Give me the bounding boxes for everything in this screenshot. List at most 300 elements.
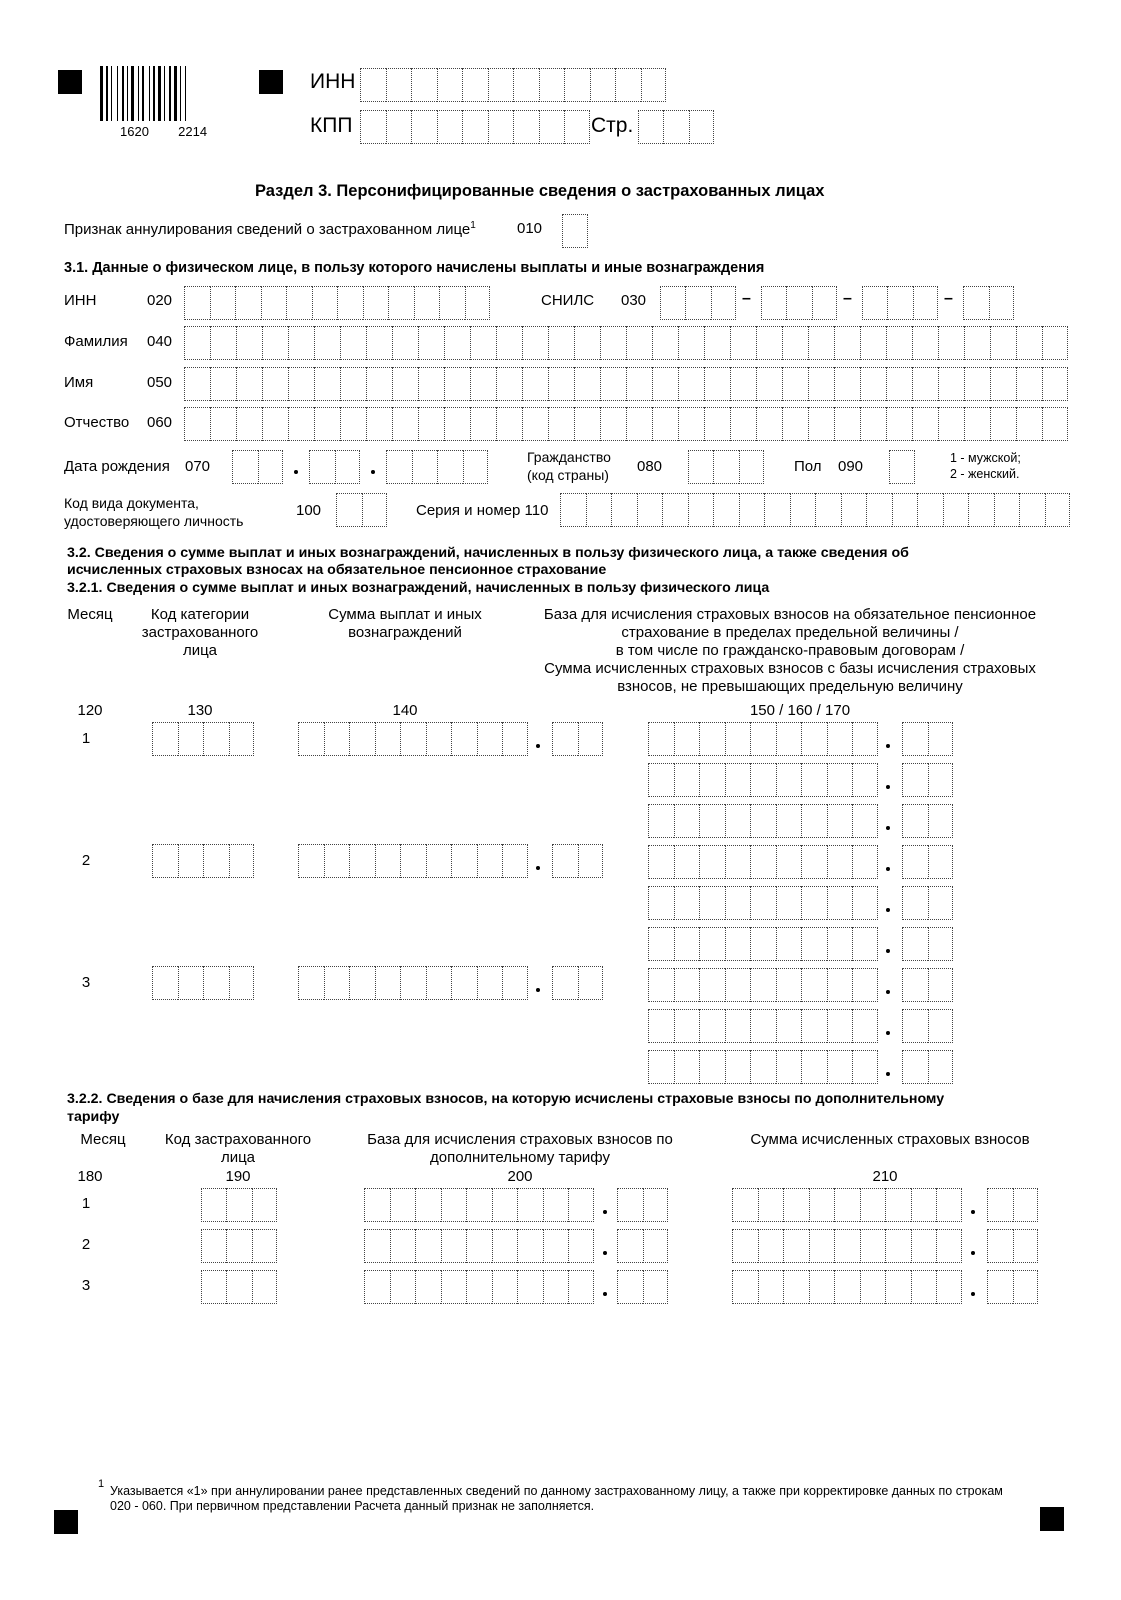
- input-cell[interactable]: [756, 367, 782, 401]
- input-cell[interactable]: [366, 326, 392, 360]
- input-cell[interactable]: [699, 886, 725, 920]
- input-cell[interactable]: [426, 844, 452, 878]
- input-cell[interactable]: [732, 1188, 758, 1222]
- input-cell[interactable]: [1016, 367, 1042, 401]
- input-cell[interactable]: [652, 407, 678, 441]
- input-cell[interactable]: [648, 1009, 674, 1043]
- input-cell[interactable]: [470, 407, 496, 441]
- input-cell[interactable]: [852, 886, 878, 920]
- input-cell[interactable]: [782, 407, 808, 441]
- s31-snils-field-1[interactable]: [660, 286, 736, 320]
- input-cell[interactable]: [662, 493, 688, 527]
- s321-m1-sum[interactable]: [298, 722, 528, 756]
- input-cell[interactable]: [232, 450, 258, 484]
- input-cell[interactable]: [902, 968, 928, 1002]
- input-cell[interactable]: [1013, 1188, 1039, 1222]
- input-cell[interactable]: [730, 367, 756, 401]
- input-cell[interactable]: [324, 722, 350, 756]
- s321-base-field-dec[interactable]: [902, 845, 953, 879]
- input-cell[interactable]: [808, 367, 834, 401]
- input-cell[interactable]: [643, 1188, 669, 1222]
- input-cell[interactable]: [178, 722, 204, 756]
- s31-dob-year[interactable]: [386, 450, 488, 484]
- s322-sum-field[interactable]: [732, 1188, 962, 1222]
- input-cell[interactable]: [852, 804, 878, 838]
- input-cell[interactable]: [337, 286, 363, 320]
- input-cell[interactable]: [411, 68, 437, 102]
- input-cell[interactable]: [990, 367, 1016, 401]
- s321-m2-sum[interactable]: [298, 844, 528, 878]
- input-cell[interactable]: [411, 110, 437, 144]
- s322-code-field[interactable]: [201, 1229, 277, 1263]
- s322-base-field[interactable]: [364, 1229, 594, 1263]
- input-cell[interactable]: [258, 450, 284, 484]
- input-cell[interactable]: [912, 367, 938, 401]
- input-cell[interactable]: [390, 1229, 416, 1263]
- input-cell[interactable]: [617, 1229, 643, 1263]
- input-cell[interactable]: [522, 326, 548, 360]
- input-cell[interactable]: [626, 407, 652, 441]
- input-cell[interactable]: [704, 407, 730, 441]
- input-cell[interactable]: [674, 886, 700, 920]
- input-cell[interactable]: [685, 286, 710, 320]
- input-cell[interactable]: [364, 1270, 390, 1304]
- input-cell[interactable]: [648, 763, 674, 797]
- input-cell[interactable]: [641, 68, 667, 102]
- s321-base-field[interactable]: [648, 1009, 878, 1043]
- input-cell[interactable]: [663, 110, 688, 144]
- input-cell[interactable]: [782, 326, 808, 360]
- input-cell[interactable]: [834, 367, 860, 401]
- input-cell[interactable]: [465, 286, 491, 320]
- input-cell[interactable]: [439, 286, 465, 320]
- input-cell[interactable]: [336, 493, 362, 527]
- input-cell[interactable]: [750, 886, 776, 920]
- input-cell[interactable]: [648, 886, 674, 920]
- input-cell[interactable]: [801, 1050, 827, 1084]
- input-cell[interactable]: [477, 844, 503, 878]
- input-cell[interactable]: [441, 1188, 467, 1222]
- input-cell[interactable]: [229, 722, 255, 756]
- input-cell[interactable]: [314, 367, 340, 401]
- input-cell[interactable]: [648, 1050, 674, 1084]
- s321-base-field[interactable]: [648, 845, 878, 879]
- input-cell[interactable]: [994, 493, 1020, 527]
- input-cell[interactable]: [713, 493, 739, 527]
- input-cell[interactable]: [725, 763, 751, 797]
- input-cell[interactable]: [764, 493, 790, 527]
- input-cell[interactable]: [152, 722, 178, 756]
- input-cell[interactable]: [298, 966, 324, 1000]
- input-cell[interactable]: [513, 110, 539, 144]
- input-cell[interactable]: [1045, 493, 1071, 527]
- input-cell[interactable]: [928, 968, 954, 1002]
- input-cell[interactable]: [750, 1009, 776, 1043]
- input-cell[interactable]: [887, 286, 912, 320]
- input-cell[interactable]: [783, 1229, 809, 1263]
- input-cell[interactable]: [648, 722, 674, 756]
- input-cell[interactable]: [470, 367, 496, 401]
- input-cell[interactable]: [184, 367, 210, 401]
- input-cell[interactable]: [349, 844, 375, 878]
- input-cell[interactable]: [543, 1229, 569, 1263]
- input-cell[interactable]: [360, 68, 386, 102]
- s321-base-field[interactable]: [648, 1050, 878, 1084]
- input-cell[interactable]: [184, 326, 210, 360]
- input-cell[interactable]: [852, 1050, 878, 1084]
- input-cell[interactable]: [286, 286, 312, 320]
- input-cell[interactable]: [340, 326, 366, 360]
- input-cell[interactable]: [1013, 1270, 1039, 1304]
- input-cell[interactable]: [578, 844, 604, 878]
- input-cell[interactable]: [827, 722, 853, 756]
- input-cell[interactable]: [184, 407, 210, 441]
- input-cell[interactable]: [502, 722, 528, 756]
- input-cell[interactable]: [808, 326, 834, 360]
- input-cell[interactable]: [564, 110, 590, 144]
- input-cell[interactable]: [928, 1050, 954, 1084]
- input-cell[interactable]: [444, 407, 470, 441]
- s321-m3-cat[interactable]: [152, 966, 254, 1000]
- input-cell[interactable]: [590, 68, 616, 102]
- input-cell[interactable]: [786, 286, 811, 320]
- input-cell[interactable]: [699, 763, 725, 797]
- input-cell[interactable]: [262, 326, 288, 360]
- input-cell[interactable]: [968, 493, 994, 527]
- input-cell[interactable]: [643, 1229, 669, 1263]
- s322-sum-field-dec[interactable]: [987, 1188, 1038, 1222]
- input-cell[interactable]: [652, 326, 678, 360]
- input-cell[interactable]: [252, 1188, 277, 1222]
- s321-m3-sum-dec[interactable]: [552, 966, 603, 1000]
- input-cell[interactable]: [600, 326, 626, 360]
- input-cell[interactable]: [426, 722, 452, 756]
- input-cell[interactable]: [386, 450, 412, 484]
- input-cell[interactable]: [466, 1229, 492, 1263]
- input-cell[interactable]: [517, 1270, 543, 1304]
- s321-base-field-dec[interactable]: [902, 927, 953, 961]
- input-cell[interactable]: [750, 1050, 776, 1084]
- input-cell[interactable]: [860, 367, 886, 401]
- input-cell[interactable]: [928, 886, 954, 920]
- input-cell[interactable]: [502, 966, 528, 1000]
- input-cell[interactable]: [617, 1270, 643, 1304]
- input-cell[interactable]: [678, 367, 704, 401]
- input-cell[interactable]: [834, 1229, 860, 1263]
- input-cell[interactable]: [564, 68, 590, 102]
- input-cell[interactable]: [236, 407, 262, 441]
- input-cell[interactable]: [201, 1270, 226, 1304]
- input-cell[interactable]: [834, 326, 860, 360]
- input-cell[interactable]: [363, 286, 389, 320]
- input-cell[interactable]: [902, 1050, 928, 1084]
- input-cell[interactable]: [298, 844, 324, 878]
- input-cell[interactable]: [600, 407, 626, 441]
- input-cell[interactable]: [522, 407, 548, 441]
- input-cell[interactable]: [522, 367, 548, 401]
- input-cell[interactable]: [615, 68, 641, 102]
- input-cell[interactable]: [827, 804, 853, 838]
- input-cell[interactable]: [725, 927, 751, 961]
- input-cell[interactable]: [496, 367, 522, 401]
- input-cell[interactable]: [827, 845, 853, 879]
- input-cell[interactable]: [548, 407, 574, 441]
- s321-base-field-dec[interactable]: [902, 1050, 953, 1084]
- input-cell[interactable]: [451, 722, 477, 756]
- s31-series-field[interactable]: [560, 493, 1070, 527]
- s321-base-field-dec[interactable]: [902, 968, 953, 1002]
- input-cell[interactable]: [963, 286, 989, 320]
- input-cell[interactable]: [732, 1270, 758, 1304]
- input-cell[interactable]: [210, 407, 236, 441]
- input-cell[interactable]: [732, 1229, 758, 1263]
- input-cell[interactable]: [648, 927, 674, 961]
- input-cell[interactable]: [418, 326, 444, 360]
- input-cell[interactable]: [750, 845, 776, 879]
- input-cell[interactable]: [936, 1229, 962, 1263]
- input-cell[interactable]: [688, 450, 713, 484]
- input-cell[interactable]: [400, 966, 426, 1000]
- input-cell[interactable]: [739, 493, 765, 527]
- input-cell[interactable]: [324, 966, 350, 1000]
- s31-inn-field[interactable]: [184, 286, 490, 320]
- input-cell[interactable]: [885, 1188, 911, 1222]
- input-cell[interactable]: [860, 1229, 886, 1263]
- input-cell[interactable]: [776, 763, 802, 797]
- input-cell[interactable]: [390, 1188, 416, 1222]
- input-cell[interactable]: [852, 845, 878, 879]
- s322-code-field[interactable]: [201, 1188, 277, 1222]
- input-cell[interactable]: [152, 844, 178, 878]
- input-cell[interactable]: [761, 286, 786, 320]
- input-cell[interactable]: [586, 493, 612, 527]
- input-cell[interactable]: [400, 844, 426, 878]
- s321-m2-sum-dec[interactable]: [552, 844, 603, 878]
- input-cell[interactable]: [574, 326, 600, 360]
- input-cell[interactable]: [201, 1229, 226, 1263]
- input-cell[interactable]: [801, 722, 827, 756]
- input-cell[interactable]: [262, 367, 288, 401]
- input-cell[interactable]: [178, 844, 204, 878]
- input-cell[interactable]: [184, 286, 210, 320]
- input-cell[interactable]: [314, 407, 340, 441]
- input-cell[interactable]: [862, 286, 887, 320]
- input-cell[interactable]: [444, 367, 470, 401]
- input-cell[interactable]: [210, 286, 236, 320]
- input-cell[interactable]: [902, 886, 928, 920]
- input-cell[interactable]: [492, 1229, 518, 1263]
- input-cell[interactable]: [912, 407, 938, 441]
- input-cell[interactable]: [226, 1188, 251, 1222]
- input-cell[interactable]: [758, 1188, 784, 1222]
- input-cell[interactable]: [699, 845, 725, 879]
- input-cell[interactable]: [860, 407, 886, 441]
- s321-base-field-dec[interactable]: [902, 722, 953, 756]
- s31-patronymic-field[interactable]: [184, 407, 1068, 441]
- input-cell[interactable]: [548, 326, 574, 360]
- input-cell[interactable]: [340, 367, 366, 401]
- input-cell[interactable]: [801, 968, 827, 1002]
- s321-base-field-dec[interactable]: [902, 1009, 953, 1043]
- s321-base-field[interactable]: [648, 927, 878, 961]
- input-cell[interactable]: [990, 326, 1016, 360]
- input-cell[interactable]: [911, 1270, 937, 1304]
- input-cell[interactable]: [262, 407, 288, 441]
- input-cell[interactable]: [750, 763, 776, 797]
- s322-sum-field[interactable]: [732, 1229, 962, 1263]
- input-cell[interactable]: [674, 927, 700, 961]
- input-cell[interactable]: [1019, 493, 1045, 527]
- input-cell[interactable]: [451, 844, 477, 878]
- input-cell[interactable]: [776, 1050, 802, 1084]
- s322-sum-field-dec[interactable]: [987, 1229, 1038, 1263]
- input-cell[interactable]: [203, 966, 229, 1000]
- input-cell[interactable]: [437, 110, 463, 144]
- input-cell[interactable]: [750, 927, 776, 961]
- input-cell[interactable]: [852, 763, 878, 797]
- input-cell[interactable]: [834, 1270, 860, 1304]
- input-cell[interactable]: [936, 1188, 962, 1222]
- input-cell[interactable]: [375, 966, 401, 1000]
- s321-base-field-dec[interactable]: [902, 804, 953, 838]
- input-cell[interactable]: [886, 407, 912, 441]
- input-cell[interactable]: [776, 804, 802, 838]
- s322-base-field-dec[interactable]: [617, 1270, 668, 1304]
- input-cell[interactable]: [229, 844, 255, 878]
- s31-snils-field-3[interactable]: [862, 286, 938, 320]
- input-cell[interactable]: [725, 722, 751, 756]
- input-cell[interactable]: [725, 804, 751, 838]
- input-cell[interactable]: [860, 326, 886, 360]
- input-cell[interactable]: [340, 407, 366, 441]
- input-cell[interactable]: [444, 326, 470, 360]
- input-cell[interactable]: [309, 450, 335, 484]
- input-cell[interactable]: [1042, 326, 1068, 360]
- input-cell[interactable]: [886, 367, 912, 401]
- input-cell[interactable]: [288, 367, 314, 401]
- input-cell[interactable]: [349, 966, 375, 1000]
- input-cell[interactable]: [314, 326, 340, 360]
- input-cell[interactable]: [860, 1270, 886, 1304]
- input-cell[interactable]: [987, 1270, 1013, 1304]
- input-cell[interactable]: [366, 407, 392, 441]
- input-cell[interactable]: [543, 1270, 569, 1304]
- input-cell[interactable]: [827, 968, 853, 1002]
- input-cell[interactable]: [776, 1009, 802, 1043]
- input-cell[interactable]: [578, 722, 604, 756]
- input-cell[interactable]: [674, 845, 700, 879]
- input-cell[interactable]: [834, 407, 860, 441]
- input-cell[interactable]: [776, 886, 802, 920]
- input-cell[interactable]: [660, 286, 685, 320]
- input-cell[interactable]: [989, 286, 1015, 320]
- input-cell[interactable]: [886, 326, 912, 360]
- input-cell[interactable]: [414, 286, 440, 320]
- input-cell[interactable]: [441, 1229, 467, 1263]
- input-cell[interactable]: [400, 722, 426, 756]
- s322-base-field-dec[interactable]: [617, 1188, 668, 1222]
- input-cell[interactable]: [678, 326, 704, 360]
- input-cell[interactable]: [496, 326, 522, 360]
- input-cell[interactable]: [492, 1188, 518, 1222]
- input-cell[interactable]: [451, 966, 477, 1000]
- input-cell[interactable]: [1042, 367, 1068, 401]
- input-cell[interactable]: [492, 1270, 518, 1304]
- input-cell[interactable]: [477, 722, 503, 756]
- input-cell[interactable]: [902, 722, 928, 756]
- input-cell[interactable]: [809, 1188, 835, 1222]
- input-cell[interactable]: [441, 1270, 467, 1304]
- input-cell[interactable]: [203, 844, 229, 878]
- input-cell[interactable]: [928, 845, 954, 879]
- s322-base-field[interactable]: [364, 1270, 594, 1304]
- input-cell[interactable]: [699, 1050, 725, 1084]
- input-cell[interactable]: [496, 407, 522, 441]
- input-cell[interactable]: [725, 886, 751, 920]
- input-cell[interactable]: [678, 407, 704, 441]
- input-cell[interactable]: [578, 966, 604, 1000]
- input-cell[interactable]: [808, 407, 834, 441]
- input-cell[interactable]: [902, 804, 928, 838]
- input-cell[interactable]: [324, 844, 350, 878]
- input-cell[interactable]: [375, 722, 401, 756]
- input-cell[interactable]: [704, 367, 730, 401]
- input-cell[interactable]: [815, 493, 841, 527]
- input-cell[interactable]: [674, 722, 700, 756]
- input-cell[interactable]: [470, 326, 496, 360]
- s321-m2-cat[interactable]: [152, 844, 254, 878]
- input-cell[interactable]: [568, 1229, 594, 1263]
- input-cell[interactable]: [562, 214, 588, 248]
- input-cell[interactable]: [539, 68, 565, 102]
- s322-code-field[interactable]: [201, 1270, 277, 1304]
- input-cell[interactable]: [928, 804, 954, 838]
- input-cell[interactable]: [852, 968, 878, 1002]
- input-cell[interactable]: [964, 407, 990, 441]
- input-cell[interactable]: [235, 286, 261, 320]
- input-cell[interactable]: [488, 68, 514, 102]
- header-kpp-field[interactable]: [360, 110, 590, 144]
- input-cell[interactable]: [364, 1229, 390, 1263]
- s321-base-field-dec[interactable]: [902, 763, 953, 797]
- input-cell[interactable]: [466, 1188, 492, 1222]
- s321-base-field[interactable]: [648, 722, 878, 756]
- input-cell[interactable]: [203, 722, 229, 756]
- input-cell[interactable]: [776, 927, 802, 961]
- input-cell[interactable]: [827, 1050, 853, 1084]
- s321-m1-cat[interactable]: [152, 722, 254, 756]
- annul-field[interactable]: [562, 214, 588, 248]
- input-cell[interactable]: [964, 367, 990, 401]
- input-cell[interactable]: [783, 1188, 809, 1222]
- input-cell[interactable]: [699, 722, 725, 756]
- input-cell[interactable]: [349, 722, 375, 756]
- input-cell[interactable]: [392, 367, 418, 401]
- s322-base-field-dec[interactable]: [617, 1229, 668, 1263]
- input-cell[interactable]: [725, 1050, 751, 1084]
- s322-base-field[interactable]: [364, 1188, 594, 1222]
- input-cell[interactable]: [809, 1229, 835, 1263]
- input-cell[interactable]: [543, 1188, 569, 1222]
- input-cell[interactable]: [902, 1009, 928, 1043]
- input-cell[interactable]: [437, 68, 463, 102]
- input-cell[interactable]: [936, 1270, 962, 1304]
- input-cell[interactable]: [415, 1270, 441, 1304]
- input-cell[interactable]: [488, 110, 514, 144]
- input-cell[interactable]: [834, 1188, 860, 1222]
- input-cell[interactable]: [674, 763, 700, 797]
- input-cell[interactable]: [739, 450, 764, 484]
